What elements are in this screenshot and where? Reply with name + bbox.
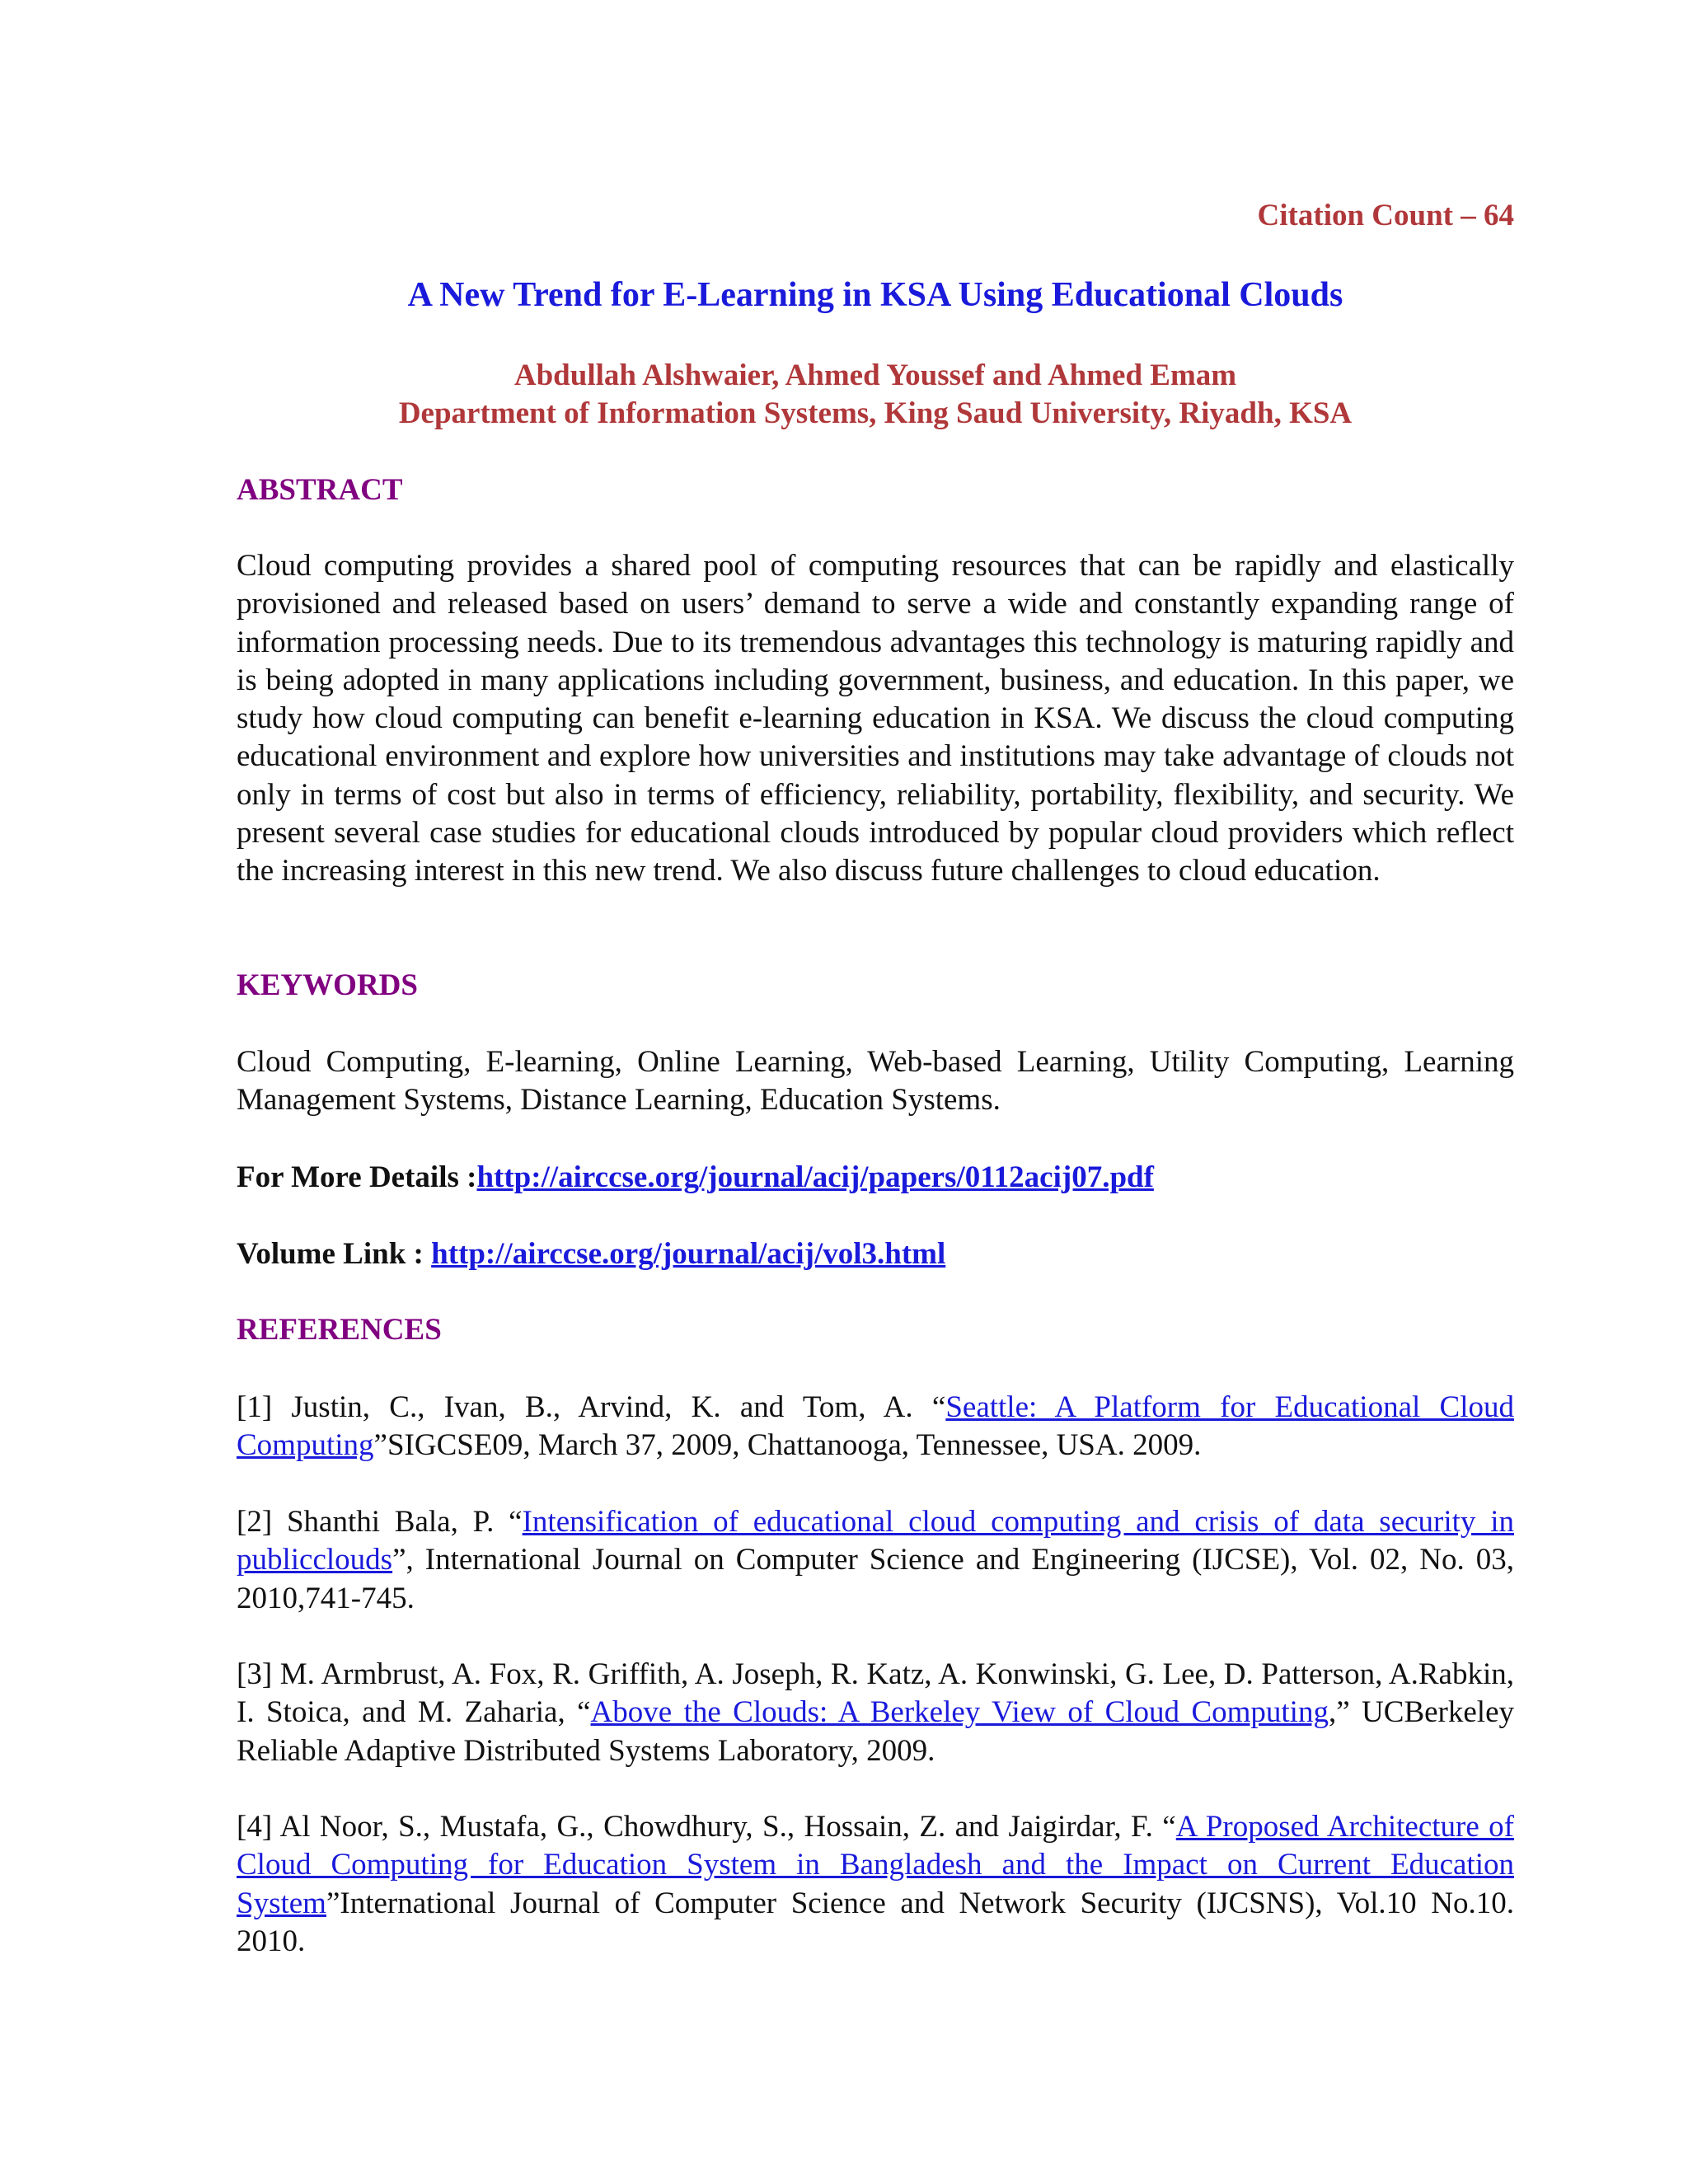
reference-3-link[interactable]: Above the Clouds: A Berkeley View of Cloud Computing — [590, 1695, 1329, 1730]
reference-2-link[interactable]: Intensification of educational cloud computing and crisis of data security in publicclouds — [237, 1505, 1514, 1577]
reference-3-text: [3] M. Armbrust, A. Fox, R. Griffith, A. Joseph, R. Katz, A. Konwinski, G. Lee, D. Patterson, A.Rabkin, I. Stoica, and M. Zaharia, “ — [237, 1657, 1514, 1730]
references-heading: REFERENCES — [237, 1313, 442, 1347]
paper-title: A New Trend for E-Learning in KSA Using Educational Clouds — [407, 276, 1343, 314]
reference-item — [237, 1503, 1514, 1618]
citation-count: Citation Count – 64 — [1257, 199, 1514, 232]
reference-4-text: [4] Al Noor, S., Mustafa, G., Chowdhury, S., Hossain, Z. and Jaigirdar, F. “ — [237, 1810, 1176, 1844]
abstract-heading: ABSTRACT — [237, 473, 403, 507]
reference-3-source: ,” UCBerkeley Reliable Adaptive Distributed Systems Laboratory, 2009. — [237, 1695, 1514, 1768]
more-details-line — [237, 1160, 1154, 1195]
reference-1-text: [1] Justin, C., Ivan, B., Arvind, K. and Tom, A. “ — [237, 1390, 946, 1424]
volume-link[interactable]: http://airccse.org/journal/acij/vol3.html — [431, 1237, 946, 1271]
reference-1-source: ”SIGCSE09, March 37, 2009, Chattanooga, Tennessee, USA. 2009. — [373, 1428, 1202, 1463]
reference-item — [237, 1656, 1514, 1770]
reference-2-text: [2] Shanthi Bala, P. “ — [237, 1505, 523, 1539]
reference-4-source: ”International Journal of Computer Science and Network Security (IJCSNS), Vol.10 No.10. 2010. — [237, 1886, 1514, 1958]
keywords-heading: KEYWORDS — [237, 968, 418, 1002]
paper-authors: Abdullah Alshwaier, Ahmed Youssef and Ahmed Emam — [513, 359, 1237, 392]
volume-link-line — [237, 1236, 945, 1272]
reference-item — [237, 1389, 1514, 1465]
keywords-text: Cloud Computing, E-learning, Online Learning, Web-based Learning, Utility Computing, Learning Management Systems, Distance Learning, Education Systems. — [237, 1045, 1514, 1118]
reference-4-link[interactable]: A Proposed Architecture of Cloud Computing for Education System in Bangladesh and the Impact on Current Education System — [237, 1810, 1514, 1920]
reference-1-link[interactable]: Seattle: A Platform for Educational Cloud Computing — [237, 1390, 1514, 1463]
reference-item — [237, 1808, 1514, 1961]
paper-affiliation: Department of Information Systems, King Saud University, Riyadh, KSA — [398, 396, 1353, 430]
abstract-text: Cloud computing provides a shared pool of computing resources that can be rapidly and elastically provisioned and released based on users’ demand to serve a wide and constantly expanding range of information processing needs. Due to its tremendous advantages this technology is maturing rapidly and is being adopted in many applications including government, business, and education. In this paper, we study how cloud computing can benefit e-learning education in KSA. We discuss the cloud computing educational environment and explore how universities and institutions may take advantage of clouds not only in terms of cost but also in terms of efficiency, reliability, portability, flexibility, and security. We present several case studies for educational clouds introduced by popular cloud providers which reflect the increasing interest in this new trend. We also discuss future challenges to cloud education. — [237, 549, 1514, 888]
more-details-label: For More Details : — [237, 1160, 477, 1194]
reference-2-source: ”, International Journal on Computer Science and Engineering (IJCSE), Vol. 02, No. 03, 2010,741-745. — [237, 1543, 1514, 1615]
volume-link-label: Volume Link : — [237, 1237, 432, 1271]
paper-pdf-link[interactable]: http://airccse.org/journal/acij/papers/0112acij07.pdf — [476, 1160, 1154, 1194]
